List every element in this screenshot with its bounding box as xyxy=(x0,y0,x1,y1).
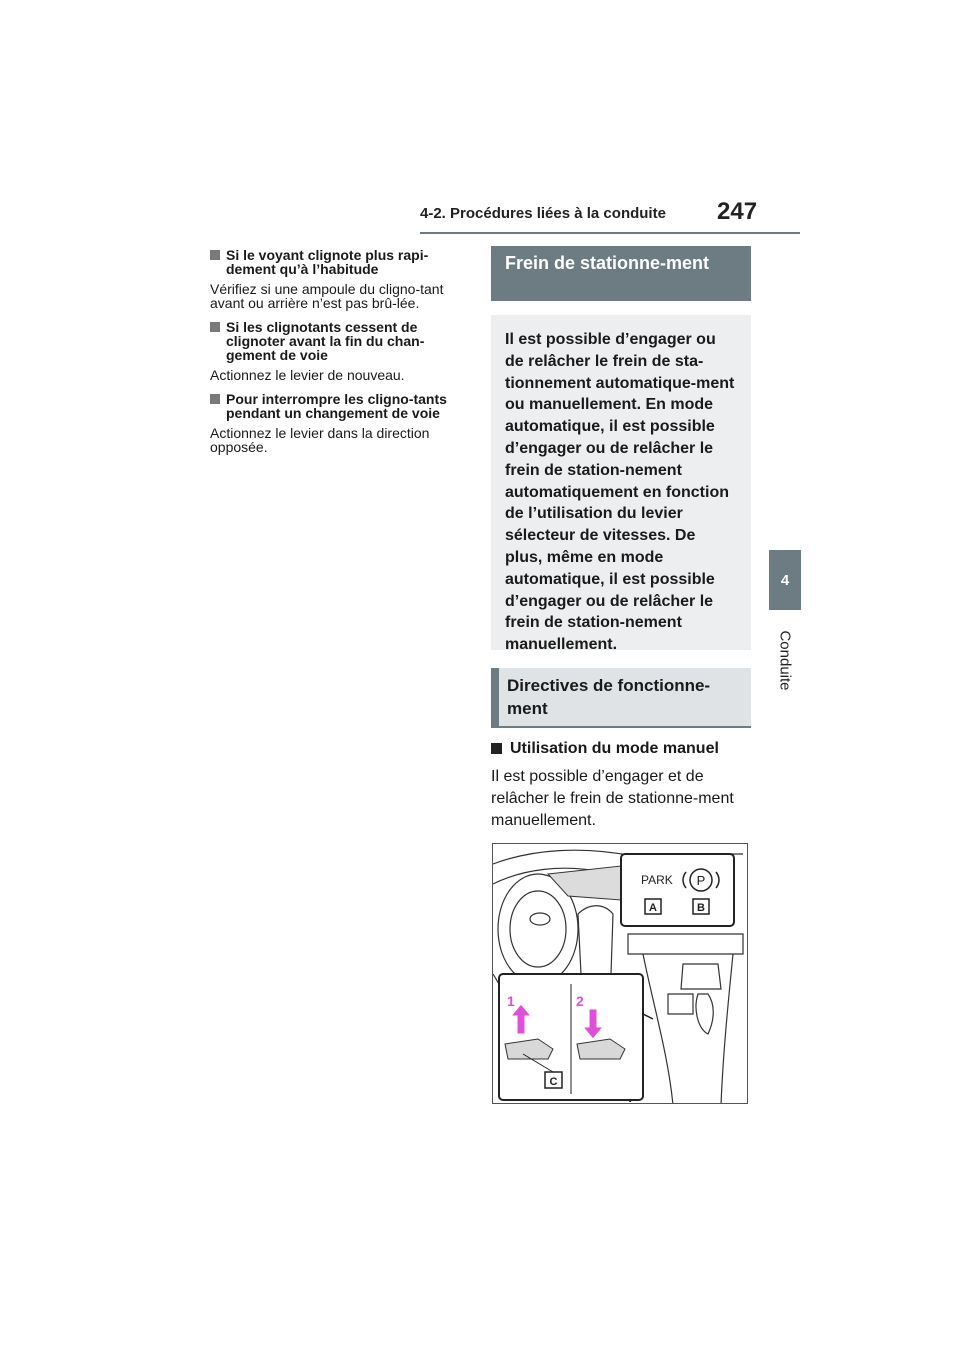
square-bullet-icon xyxy=(210,250,220,260)
chapter-tab[interactable] xyxy=(769,550,801,610)
park-label: PARK xyxy=(641,873,673,887)
section-summary: Il est possible d’engager ou de relâcher le frein de sta-tionnement automatique-ment ou manuellement. En mode automatique, il est possible d’engager ou de relâcher le frein de station-nement automatiquement en fonction de l’utilisation du levier sélecteur de vitesses. De plus, même en mode automatique, il est possible d’engager ou de relâcher le frein de station-nement manuellement. xyxy=(491,315,751,650)
section-header-title: 4-2. Procédures liées à la conduite xyxy=(420,205,666,222)
console-panel xyxy=(681,964,721,989)
header-rule xyxy=(420,232,800,234)
inset-pointer xyxy=(643,1004,653,1019)
steering-column xyxy=(578,906,613,981)
right-column xyxy=(491,246,751,832)
p-symbol: P xyxy=(696,873,706,888)
dashboard-line xyxy=(493,850,633,864)
manual-body: Il est possible d’engager et de relâcher le frein de stationne-ment manuellement. xyxy=(491,768,734,829)
shift-lever xyxy=(696,994,713,1034)
label-c: C xyxy=(549,1076,558,1088)
label-a: A xyxy=(649,902,657,914)
square-bullet-icon xyxy=(210,394,220,404)
square-bullet-icon xyxy=(491,743,502,754)
note-body: Vérifiez si une ampoule du cligno-tant avant ou arrière n’est pas brû-lée. xyxy=(210,281,444,311)
switch-panel xyxy=(668,994,693,1014)
note-heading: Pour interrompre les cligno-tants pendant un changement de voie xyxy=(226,391,447,421)
console-vent xyxy=(628,934,743,954)
console-edge xyxy=(643,954,673,1104)
left-column xyxy=(210,248,465,464)
steering-logo xyxy=(530,913,550,925)
subsection-title: Directives de fonctionne-ment xyxy=(491,668,751,728)
illustration-svg xyxy=(493,844,748,1104)
square-bullet-icon xyxy=(210,322,220,332)
page-number: 247 xyxy=(717,198,758,225)
park-switch-callout xyxy=(621,854,734,926)
step-2-label: 2 xyxy=(576,993,584,1009)
console-edge xyxy=(721,954,733,1104)
step-1-label: 1 xyxy=(507,993,515,1009)
note-block xyxy=(210,248,465,310)
note-body: Actionnez le levier de nouveau. xyxy=(210,367,405,383)
chapter-label xyxy=(770,620,800,700)
note-heading: Si le voyant clignote plus rapi-dement qu’à l’habitude xyxy=(226,247,429,277)
label-b: B xyxy=(697,902,705,914)
steering-wheel-inner xyxy=(510,891,566,967)
note-heading: Si les clignotants cessent de clignoter avant la fin du chan-gement de voie xyxy=(226,319,425,363)
note-block xyxy=(210,392,465,454)
parking-brake-illustration xyxy=(492,843,748,1104)
note-body: Actionnez le levier dans la direction opposée. xyxy=(210,425,430,455)
note-block xyxy=(210,320,465,382)
chapter-label-text: Conduite xyxy=(776,629,794,691)
chapter-number: 4 xyxy=(780,571,790,589)
callout-pointer xyxy=(548,866,621,900)
section-title: Frein de stationne-ment xyxy=(491,246,751,301)
manual-heading: Utilisation du mode manuel xyxy=(510,740,719,757)
